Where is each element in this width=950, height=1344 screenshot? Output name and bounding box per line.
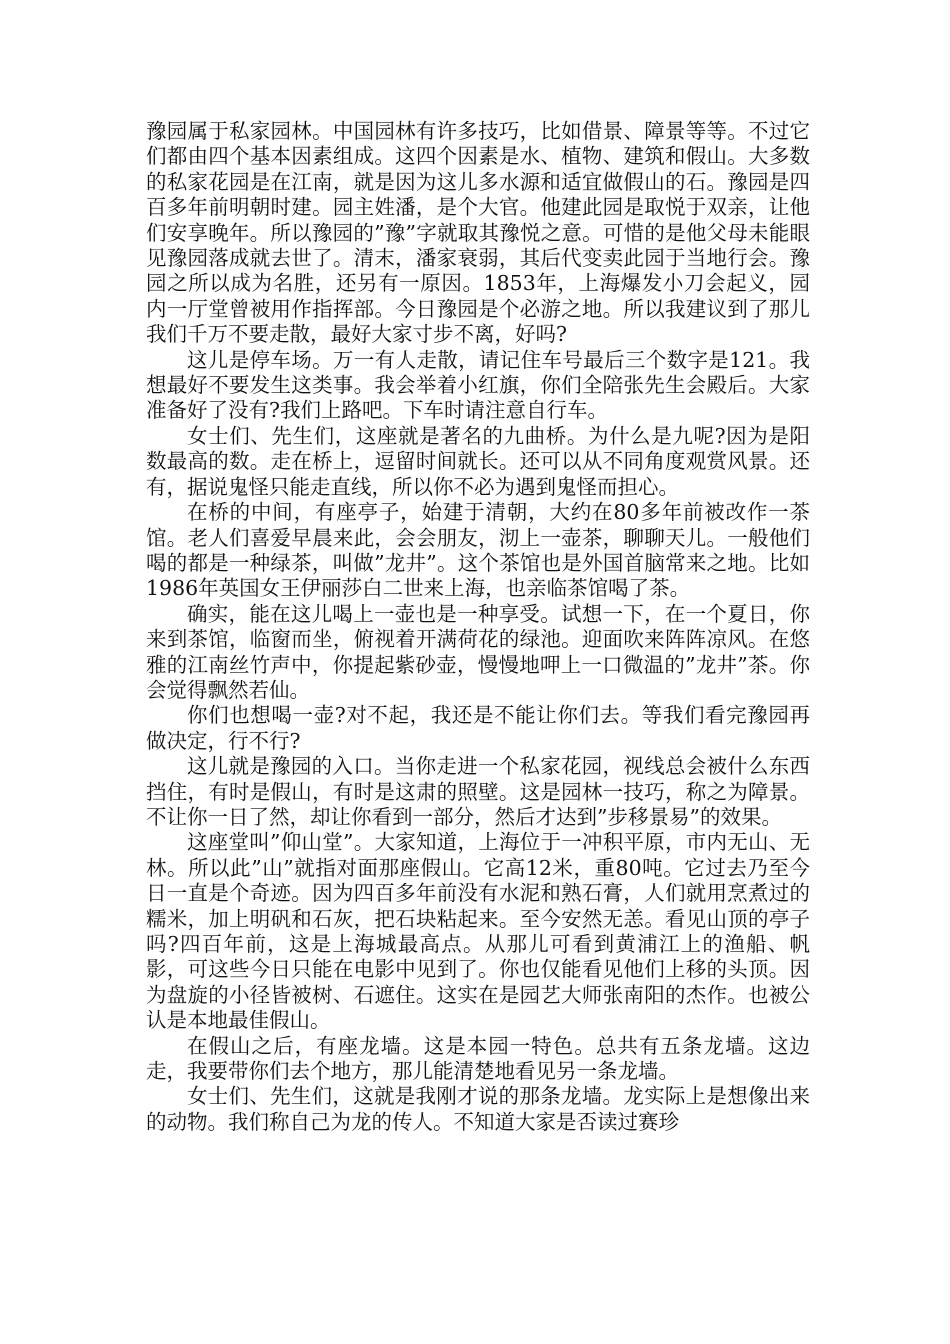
paragraph-dragon-wall: 女士们、先生们，这就是我刚才说的那条龙墙。龙实际上是想像出来的动物。我们称自己为龙的传人。不知道大家是否读过赛珍 — [146, 1084, 810, 1134]
paragraph-nine-zigzag-bridge: 女士们、先生们，这座就是著名的九曲桥。为什么是九呢?因为是阳数最高的数。走在桥上，逗留时间就长。还可以从不同角度观赏风景。还有，据说鬼怪只能走直线，所以你不必为遇到鬼怪而担心。 — [146, 423, 810, 499]
paragraph-parking-lot: 这儿是停车场。万一有人走散，请记住车号最后三个数字是121。我想最好不要发生这类事。我会举着小红旗，你们全陪张先生会殿后。大家准备好了没有?我们上路吧。下车时请注意自行车。 — [146, 347, 810, 423]
paragraph-dragon-wall-intro: 在假山之后，有座龙墙。这是本园一特色。总共有五条龙墙。这边走，我要带你们去个地方，那儿能清楚地看见另一条龙墙。 — [146, 1033, 810, 1084]
paragraph-tea-decline: 你们也想喝一壶?对不起，我还是不能让你们去。等我们看完豫园再做决定，行不行? — [146, 703, 810, 753]
document-text-body — [146, 119, 810, 1135]
paragraph-entrance: 这儿就是豫园的入口。当你走进一个私家花园，视线总会被什么东西挡住，有时是假山，有时是这肃的照壁。这是园林一技巧，称之为障景。不让你一日了然，却让你看到一部分，然后才达到”步移景易”的效果。 — [146, 754, 810, 829]
paragraph-intro: 豫园属于私家园林。中国园林有许多技巧，比如借景、障景等等。不过它们都由四个基本因素组成。这四个因素是水、植物、建筑和假山。大多数的私家花园是在江南，就是因为这儿多水源和适宜做假山的石。豫园是四百多年前明朝时建。园主姓潘，是个大官。他建此园是取悦于双亲，让他们安享晚年。所以豫园的”豫”字就取其豫悦之意。可惜的是他父母未能眼见豫园落成就去世了。清末，潘家衰弱，其后代变卖此园于当地行会。豫园之所以成为名胜，还另有一原因。1853年，上海爆发小刀会起义，园内一厅堂曾被用作指挥部。今日豫园是个必游之地。所以我建议到了那儿我们千万不要走散，最好大家寸步不离，好吗? — [146, 119, 810, 347]
paragraph-teahouse: 在桥的中间，有座亭子，始建于清朝，大约在80多年前被改作一茶馆。老人们喜爱早晨来此，会会朋友，沏上一壶茶，聊聊天儿。一般他们喝的都是一种绿茶，叫做”龙井”。这个茶馆也是外国首脑常来之地。比如1986年英国女王伊丽莎白二世来上海，也亲临茶馆喝了茶。 — [146, 500, 810, 601]
paragraph-yangshan-hall: 这座堂叫”仰山堂”。大家知道，上海位于一冲积平原，市内无山、无林。所以此”山”就指对面那座假山。它高12米，重80吨。它过去乃至今日一直是个奇迹。因为四百多年前没有水泥和熟石膏，人们就用烹煮过的糯米，加上明矾和石灰，把石块粘起来。至今安然无恙。看见山顶的亭子吗?四百年前，这是上海城最高点。从那儿可看到黄浦江上的渔船、帆影，可这些今日只能在电影中见到了。你也仅能看见他们上移的头顶。因为盘旋的小径皆被树、石遮住。这实在是园艺大师张南阳的杰作。也被公认是本地最佳假山。 — [146, 830, 810, 1033]
paragraph-tea-enjoyment: 确实，能在这儿喝上一壶也是一种享受。试想一下，在一个夏日，你来到茶馆，临窗而坐，俯视着开满荷花的绿池。迎面吹来阵阵凉风。在悠雅的江南丝竹声中，你提起紫砂壶，慢慢地呷上一口微温的”龙井”茶。你会觉得飘然若仙。 — [146, 601, 810, 702]
